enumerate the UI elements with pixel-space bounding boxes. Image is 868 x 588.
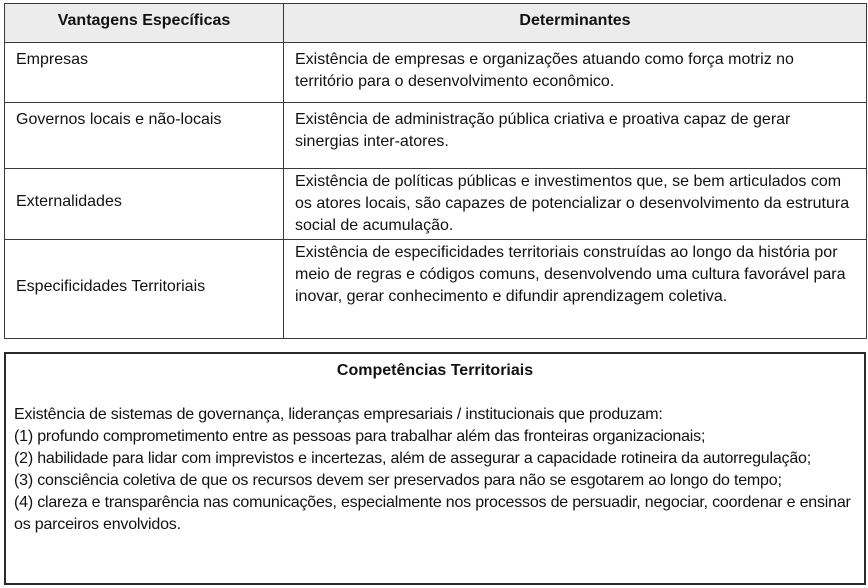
table-row (5, 43, 867, 103)
determinante-cell: Existência de especificidades territoriais construídas ao longo da história por meio de regras e códigos comuns, desenvolvendo uma cultura favorável para inovar, gerar conhecimento e difundir aprendizagem coletiva. (284, 240, 867, 339)
competencia-item: (3) consciência coletiva de que os recursos devem ser preservados para não se esgotarem ao longo do tempo; (14, 472, 782, 489)
table-header-row (5, 4, 867, 43)
determinante-cell: Existência de administração pública criativa e proativa capaz de gerar sinergias inter-atores. (284, 103, 867, 169)
competencias-title: Competências Territoriais (336, 362, 534, 379)
competencia-item: (2) habilidade para lidar com imprevistos e incertezas, além de assegurar a capacidade rotineira da autorregulação; (14, 450, 812, 467)
competencias-territoriais-box (4, 352, 866, 585)
vantagem-cell: Externalidades (5, 169, 284, 240)
table-row (5, 240, 867, 339)
determinante-cell: Existência de empresas e organizações atuando como força motriz no território para o desenvolvimento econômico. (284, 43, 867, 103)
header-determinantes: Determinantes (284, 4, 867, 43)
vantagem-cell: Empresas (5, 43, 284, 103)
vantagem-cell: Especificidades Territoriais (5, 240, 284, 339)
table-row (5, 169, 867, 240)
determinante-cell: Existência de políticas públicas e investimentos que, se bem articulados com os atores locais, são capazes de potencializar o desenvolvimento da estrutura social de acumulação. (284, 169, 867, 240)
vantagem-cell: Governos locais e não-locais (5, 103, 284, 169)
table-row (5, 103, 867, 169)
vantagens-determinantes-table (4, 3, 867, 339)
spacer (14, 382, 856, 404)
competencia-item: (1) profundo comprometimento entre as pessoas para trabalhar além das fronteiras organizacionais; (14, 428, 706, 445)
competencias-intro: Existência de sistemas de governança, lideranças empresariais / institucionais que produzam: (14, 406, 663, 423)
header-vantagens-especificas: Vantagens Específicas (5, 4, 284, 43)
competencia-item: (4) clareza e transparência nas comunicações, especialmente nos processos de persuadir, negociar, coordenar e ensinar os parceiros envolvidos. (14, 494, 851, 533)
